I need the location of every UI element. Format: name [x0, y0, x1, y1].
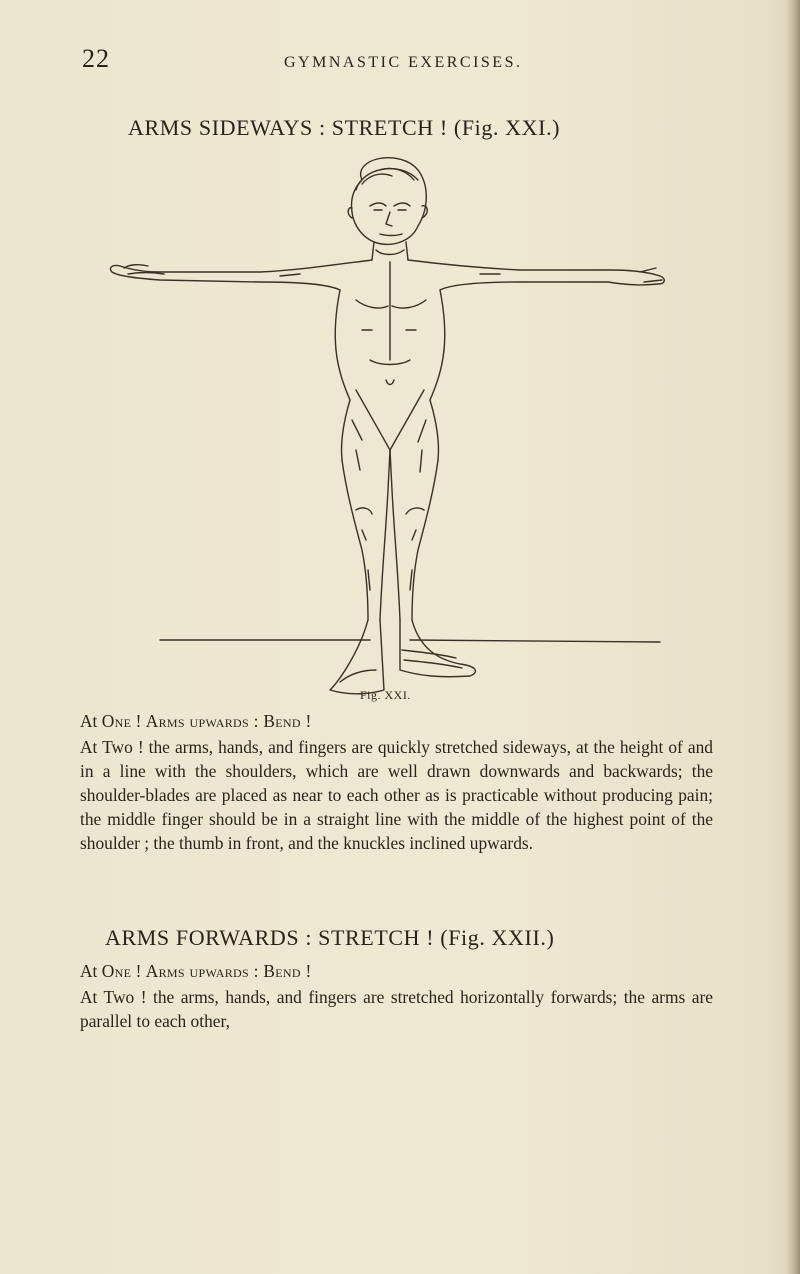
- command-action: Arms upwards : Bend !: [145, 711, 312, 731]
- running-head: GYMNASTIC EXERCISES.: [284, 54, 523, 71]
- section-heading-arms-forwards: ARMS FORWARDS : STRETCH ! (Fig. XXII.): [105, 925, 555, 950]
- command-at: At: [80, 961, 98, 981]
- command-line-2: [80, 961, 312, 982]
- page-number: 22: [82, 44, 110, 73]
- command-line-1: [80, 711, 312, 732]
- figure-caption: Fig. XXI.: [360, 688, 411, 702]
- command-exclamation: !: [135, 711, 142, 731]
- command-one: One: [101, 711, 132, 731]
- page-edge-shadow: [786, 0, 800, 1274]
- standing-figure-arms-sideways-drawing: [100, 150, 680, 710]
- body-lead: At Two !: [80, 737, 144, 757]
- command-at: At: [80, 711, 98, 731]
- body-paragraph-2: [80, 985, 713, 1033]
- command-exclamation: !: [135, 961, 142, 981]
- command-one: One: [101, 961, 132, 981]
- body-paragraph-1: [80, 735, 713, 855]
- figure-xxi-illustration: [100, 150, 680, 710]
- body-lead: At Two !: [80, 987, 147, 1007]
- body-text: the arms, hands, and fingers are quickly stretched sideways, at the height of and in a line with the shoulders, which are well drawn downwards and backwards; the shoulder-blades are placed as near to each other as is practicable without producing pain; the middle finger should be in a straight line with the middle of the highest point of the shoulder ; the thumb in front, and the knuckles inclined upwards.: [80, 737, 713, 853]
- command-action: Arms upwards : Bend !: [145, 961, 312, 981]
- body-text: the arms, hands, and fingers are stretched horizontally forwards; the arms are parallel to each other,: [80, 987, 713, 1031]
- section-heading-arms-sideways: ARMS SIDEWAYS : STRETCH ! (Fig. XXI.): [128, 115, 561, 140]
